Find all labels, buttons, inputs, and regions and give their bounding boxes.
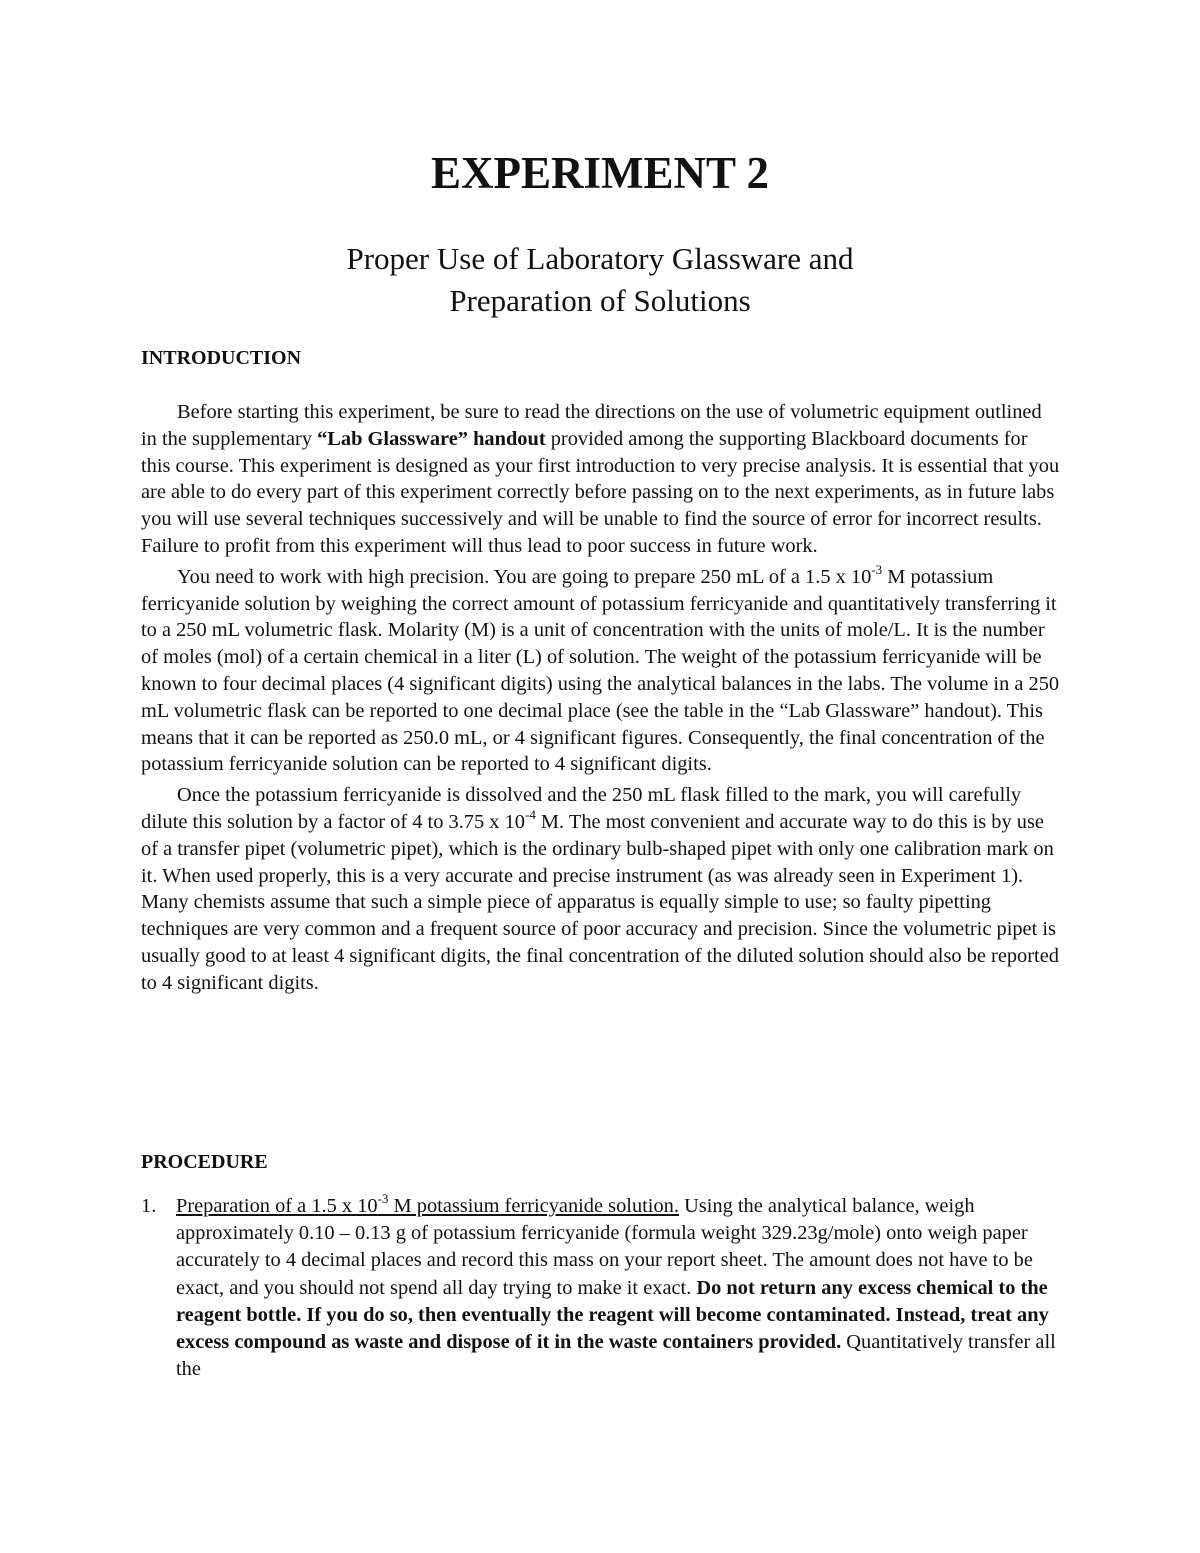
procedure-list (141, 1193, 1061, 1383)
intro-p3-text-cont: M. The most convenient and accurate way to do this is by use of a transfer pipet (volumetric pipet), which is the ordinary bulb-shaped pipet with only one calibration mark on it. When used properly, this is a very accurate and precise instrument (as was already seen in Experiment 1). Many chemists assume that such a simple piece of apparatus is equally simple to use; so faulty pipetting techniques are very common and a frequent source of poor accuracy and precision. Since the volumetric pipet is usually good to at least 4 significant digits, the final concentration of the diluted solution should also be reported to 4 significant digits. (141, 810, 1059, 994)
intro-p1-text-cont: provided among the supporting Blackboard documents for this course. This experiment is designed as your first introduction to very precise analysis. It is essential that you are able to do every part of this experiment correctly before passing on to the next experiments, as in future labs you will use several techniques successively and will be unable to find the source of error for incorrect results. Failure to profit from this experiment will thus lead to poor success in future work. (141, 427, 1060, 557)
step-title-text: Preparation of a 1.5 x 10 (176, 1195, 378, 1217)
lab-glassware-handout-ref: “Lab Glassware” handout (317, 427, 546, 450)
procedure-heading: PROCEDURE (141, 1151, 268, 1173)
intro-p3-text: Once the potassium ferricyanide is dissolved and the 250 mL flask filled to the mark, you will carefully dilute this solution by a factor of 4 to 3.75 x 10 (141, 784, 1022, 833)
page-title: EXPERIMENT 2 (431, 148, 769, 198)
step-warning: Do not return any excess chemical to the reagent bottle. If you do so, then eventually the reagent will become contaminated. Instead, treat any excess compound as waste and dispose of it in the waste containers provided. (176, 1276, 1049, 1354)
introduction-heading: INTRODUCTION (141, 347, 302, 369)
subtitle-line-2: Preparation of Solutions (449, 283, 751, 318)
exponent: -3 (871, 561, 883, 577)
intro-paragraph-2 (141, 561, 1061, 778)
subtitle-line-1: Proper Use of Laboratory Glassware and (346, 241, 854, 276)
step-title-text-cont: M potassium ferricyanide solution. (388, 1195, 679, 1217)
step-text-tail: Quantitatively transfer all the (176, 1331, 1056, 1381)
procedure-item-1 (141, 1193, 1061, 1383)
intro-paragraph-3 (141, 782, 1061, 996)
step-text: Using the analytical balance, weigh approximately 0.10 – 0.13 g of potassium ferricyanide (formula weight 329.23g/mole) onto weigh paper accurately to 4 decimal places and record this mass on your report sheet. The amount does not have to be exact, and you should not spend all day trying to make it exact. (176, 1195, 1033, 1299)
introduction-body (141, 399, 1061, 997)
exponent: -4 (524, 807, 536, 823)
exponent: -3 (377, 1191, 389, 1207)
intro-paragraph-1 (141, 399, 1061, 560)
intro-p2-text: You need to work with high precision. You are going to prepare 250 mL of a 1.5 x 10 (177, 565, 872, 588)
item-number: 1. (141, 1195, 157, 1217)
intro-p2-text-cont: M potassium ferricyanide solution by weighing the correct amount of potassium ferricyanide and quantitatively transferring it to a 250 mL volumetric flask. Molarity (M) is a unit of concentration with the units of mole/L. It is the number of moles (mol) of a certain chemical in a liter (L) of solution. The weight of the potassium ferricyanide will be known to four decimal places (4 significant digits) using the analytical balances in the labs. The volume in a 250 mL volumetric flask can be reported to one decimal place (see the table in the “Lab Glassware” handout). This means that it can be reported as 250.0 mL, or 4 significant figures. Consequently, the final concentration of the potassium ferricyanide solution can be reported to 4 significant digits. (141, 565, 1060, 776)
page-subtitle (0, 238, 1200, 322)
step-title (176, 1191, 679, 1217)
intro-p1-text: Before starting this experiment, be sure to read the directions on the use of volumetric equipment outlined in the supplementary (141, 401, 1042, 450)
